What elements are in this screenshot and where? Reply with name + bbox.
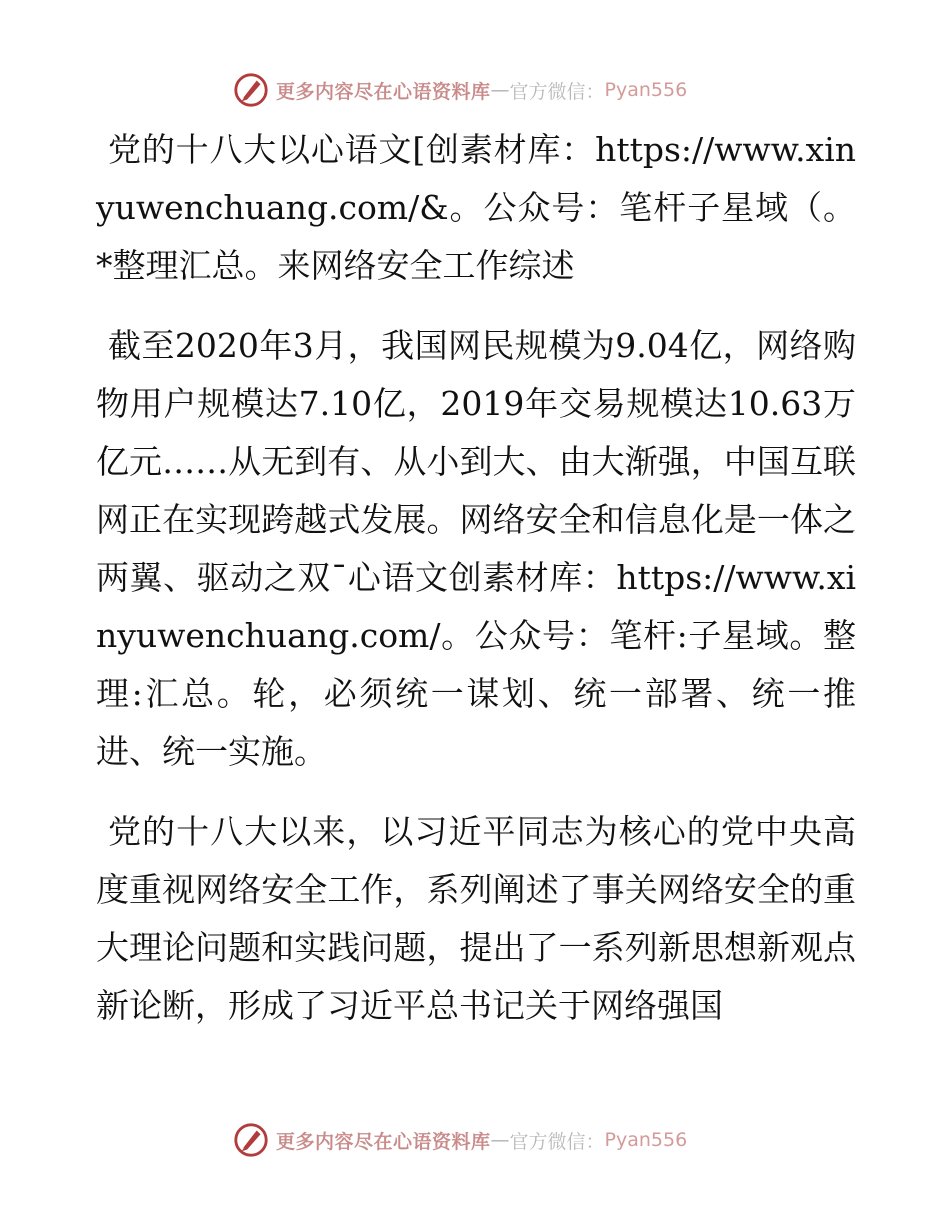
paragraph-1: 党的十八大以心语文[创素材库：https://www.xinyuwenchuang.com/&。公众号：笔杆子星域（。*整理汇总。来网络安全工作综述 [96,130,856,285]
watermark-dash: — [490,79,510,101]
watermark-dash: — [490,1129,510,1151]
watermark-official-label: 官方微信： [509,1130,605,1153]
watermark-text: 更多内容尽在心语资料库 [276,80,491,103]
watermark-text: 更多内容尽在心语资料库 [276,1130,491,1153]
watermark-official-label: 官方微信： [509,80,605,103]
footer-watermark-banner [232,1120,687,1160]
watermark-wechat-id: Pyan556 [604,1129,688,1151]
pen-nib-logo-icon [232,71,270,109]
paragraph-3: 党的十八大以来，以习近平同志为核心的党中央高度重视网络安全工作，系列阐述了事关网络安全的重大理论问题和实践问题，提出了一系列新思想新观点新论断，形成了习近平总书记关于网络强国 [96,812,856,1025]
header-watermark-banner [232,70,687,110]
paragraph-2: 截至2020年3月，我国网民规模为9.04亿，网络购物用户规模达7.10亿，2019年交易规模达10.63万亿元……从无到有、从小到大、由大渐强，中国互联网正在实现跨越式发展。网络安全和信息化是一体之两翼、驱动之双¯心语文创素材库：https://www.xinyuwenchuang.com/。公众号：笔杆:子星域。整理:汇总。轮，必须统一谋划、统一部署、统一推进、统一实施。 [96,326,856,771]
pen-nib-logo-icon [232,1121,270,1159]
document-body [96,121,856,1035]
watermark-wechat-id: Pyan556 [604,79,688,101]
